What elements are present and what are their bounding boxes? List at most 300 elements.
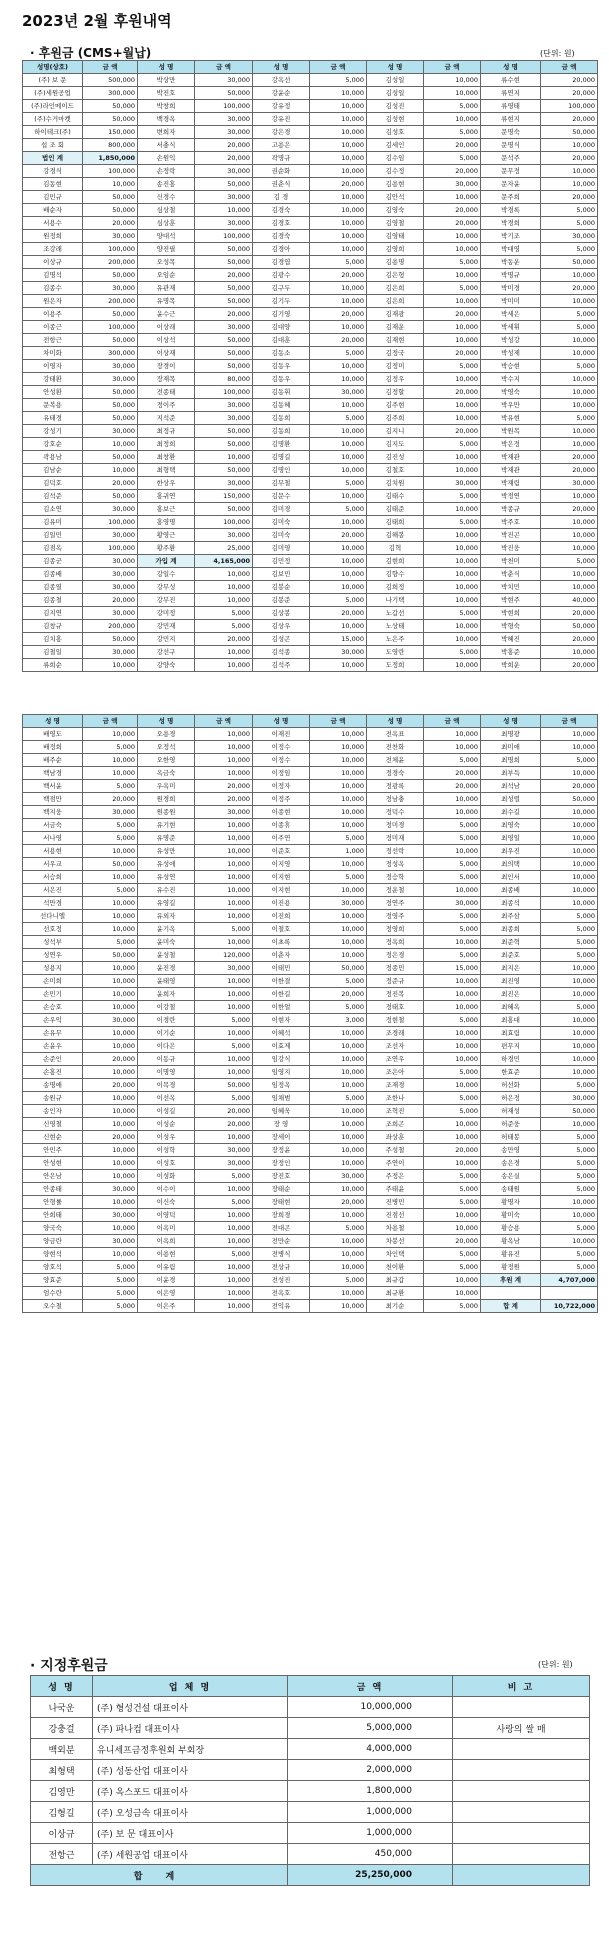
donor-name-cell: 박홍준 [481, 646, 541, 659]
donor-name-cell: 정성옥 [367, 858, 424, 871]
donor-name-cell: 차인택 [367, 1248, 424, 1261]
donor-name-cell: 이상재 [138, 347, 195, 360]
donor-name-cell: 고용은 [253, 139, 310, 152]
donor-name-cell: 최종배 [481, 884, 541, 897]
donor-name-cell: 김영숙 [367, 204, 424, 217]
donor-name-cell: 김대양 [253, 321, 310, 334]
amount-cell: 10,000 [424, 988, 481, 1001]
amount-cell: 5,000 [195, 1092, 253, 1105]
donor-name-cell: 성석부 [23, 936, 83, 949]
amount-cell: 5,000 [424, 438, 481, 451]
table-row [23, 217, 598, 230]
table-row [23, 191, 598, 204]
amount-cell: 10,000 [310, 399, 367, 412]
amount-cell: 20,000 [424, 386, 481, 399]
amount-cell: 10,000 [541, 1118, 598, 1131]
amount-cell: 10,000 [541, 1053, 598, 1066]
amount-cell: 10,000 [424, 845, 481, 858]
donor-name-cell: 김경숙 [253, 204, 310, 217]
donor-name-cell: 김석종 [253, 646, 310, 659]
donor-name-cell: 박상만 [138, 74, 195, 87]
amount-cell: 10,000 [310, 1261, 367, 1274]
donor-name-cell: 박종규 [481, 503, 541, 516]
donor-name-cell: 김용명 [367, 256, 424, 269]
general-heading: · 후원금 (CMS+월납) [30, 46, 152, 60]
donor-name-cell: 신영철 [23, 1118, 83, 1131]
amount-cell: 5,000 [424, 1196, 481, 1209]
table-row [23, 373, 598, 386]
donor-name-cell: 장태현 [253, 1196, 310, 1209]
donor-name-cell: 김남순 [23, 464, 83, 477]
amount-cell: 10,000 [424, 633, 481, 646]
amount-cell: 10,000 [541, 975, 598, 988]
donor-name-cell: 이성학 [138, 1144, 195, 1157]
page-title: 2023년 2월 후원내역 [22, 12, 172, 30]
donor-name-cell: 김성호 [367, 126, 424, 139]
donor-name-cell: 강민재 [138, 620, 195, 633]
amount-cell: 300,000 [83, 347, 138, 360]
amount-cell: 10,000 [83, 1196, 138, 1209]
donor-name-cell: 박진웅 [481, 542, 541, 555]
table-row [23, 884, 598, 897]
amount-cell: 30,000 [83, 529, 138, 542]
amount-cell: 30,000 [195, 74, 253, 87]
donor-name-cell: 원경희 [138, 793, 195, 806]
header-amount: 금 액 [424, 715, 481, 728]
amount-cell: 30,000 [541, 230, 598, 243]
table-row [23, 568, 598, 581]
donor-name-cell: 류연지 [481, 87, 541, 100]
donor-name-cell: 오한영 [138, 754, 195, 767]
amount-cell: 10,000,000 [288, 1697, 453, 1718]
amount-cell: 5,000 [195, 1170, 253, 1183]
donor-name-cell: 박명규 [481, 269, 541, 282]
amount-cell: 10,000 [310, 923, 367, 936]
table-row [23, 1092, 598, 1105]
donor-name-cell: 양대석 [138, 230, 195, 243]
donor-name-cell: (주)라인메이드 [23, 100, 83, 113]
donor-name-cell: 정진복 [367, 988, 424, 1001]
amount-cell: 10,000 [83, 988, 138, 1001]
amount-cell: 10,000 [424, 87, 481, 100]
donor-name-cell: 가입 계 [138, 555, 195, 568]
amount-cell: 10,000 [83, 1248, 138, 1261]
amount-cell: 10,000 [541, 386, 598, 399]
amount-cell: 50,000 [541, 256, 598, 269]
donor-name-cell: 이상석 [138, 334, 195, 347]
amount-cell: 5,000 [310, 74, 367, 87]
donor-name-cell: 김재현 [367, 334, 424, 347]
donor-name-cell: 임정옥 [253, 1079, 310, 1092]
donor-name-cell: 이용현 [138, 1248, 195, 1261]
donor-name-cell: 정이주 [138, 399, 195, 412]
table-row [23, 204, 598, 217]
amount-cell: 10,000 [541, 728, 598, 741]
amount-cell: 4,000,000 [288, 1739, 453, 1760]
amount-cell: 5,000 [424, 256, 481, 269]
table-row [23, 1261, 598, 1274]
donor-name-cell: 조선자 [367, 1040, 424, 1053]
amount-cell: 5,000 [424, 949, 481, 962]
amount-cell: 10,000 [424, 741, 481, 754]
donor-name-cell: 김성현 [367, 113, 424, 126]
amount-cell: 10,000 [310, 451, 367, 464]
donor-name-cell: 안성환 [23, 386, 83, 399]
donor-name-cell: 이초록 [253, 936, 310, 949]
amount-cell: 50,000 [195, 438, 253, 451]
amount-cell: 100,000 [195, 230, 253, 243]
amount-cell: 10,000 [83, 1157, 138, 1170]
donor-name-cell: 김미영 [253, 542, 310, 555]
donor-name-cell: 이명영 [138, 1066, 195, 1079]
company-cell: (주) 파나컴 대표이사 [93, 1718, 288, 1739]
donor-name-cell: 김봉순 [253, 581, 310, 594]
donor-name-cell: 이상래 [138, 321, 195, 334]
amount-cell: 50,000 [195, 347, 253, 360]
donor-name-cell: 정광록 [367, 780, 424, 793]
amount-cell: 10,000 [310, 464, 367, 477]
amount-cell: 10,000 [195, 1261, 253, 1274]
amount-cell: 10,000 [195, 1287, 253, 1300]
header-name: 성 명 [367, 715, 424, 728]
donor-name-cell: 정덕수 [367, 806, 424, 819]
amount-cell: 10,000 [424, 555, 481, 568]
amount-cell: 20,000 [310, 1196, 367, 1209]
donor-name-cell: 문명숙 [481, 126, 541, 139]
table-row [23, 1027, 598, 1040]
amount-cell: 50,000 [195, 243, 253, 256]
amount-cell: 5,000 [424, 490, 481, 503]
amount-cell: 10,000 [310, 1105, 367, 1118]
donor-name-cell: 박현주 [481, 594, 541, 607]
amount-cell: 30,000 [83, 425, 138, 438]
donor-name-cell: 김영철 [367, 217, 424, 230]
table-row [23, 100, 598, 113]
amount-cell: 10,000 [83, 897, 138, 910]
donor-name-cell: 김상우 [253, 620, 310, 633]
donor-name-cell: 배순자 [23, 204, 83, 217]
donor-name-cell: 김미숙 [253, 516, 310, 529]
amount-cell: 50,000 [83, 113, 138, 126]
donor-name-cell: 최정희 [138, 438, 195, 451]
donor-name-cell: 정선락 [367, 845, 424, 858]
table-row [23, 594, 598, 607]
donor-name-cell: 권순화 [253, 165, 310, 178]
note-cell [453, 1739, 590, 1760]
amount-cell: 10,000 [83, 1040, 138, 1053]
table-row [23, 767, 598, 780]
header-name: 성 명 [23, 715, 83, 728]
amount-cell: 30,000 [541, 477, 598, 490]
donor-name-cell: 박성제 [481, 347, 541, 360]
donor-name-cell: 최진은 [481, 988, 541, 1001]
amount-cell: 10,000 [310, 1131, 367, 1144]
amount-cell: 5,000 [310, 477, 367, 490]
table-row [23, 282, 598, 295]
amount-cell: 5,000 [195, 607, 253, 620]
table-row [23, 1014, 598, 1027]
donor-name-cell: 정종민 [367, 962, 424, 975]
donor-name-cell: 김미숙 [253, 529, 310, 542]
donor-name-cell: 강호순 [23, 438, 83, 451]
donor-name-cell: 최규환 [367, 1287, 424, 1300]
company-cell: (주) 보 문 대표이사 [93, 1823, 288, 1844]
donor-name-cell: 오수철 [23, 1300, 83, 1313]
amount-cell: 200,000 [83, 295, 138, 308]
donor-name-cell: 곽명규 [253, 152, 310, 165]
amount-cell: 5,000 [424, 516, 481, 529]
donor-name-cell: 김정우 [367, 373, 424, 386]
donor-name-cell: 박재관 [481, 464, 541, 477]
amount-cell: 1,850,000 [83, 152, 138, 165]
donor-name-cell: 박경희 [481, 217, 541, 230]
donor-name-cell: 강일수 [138, 568, 195, 581]
donor-name-cell: 유명준 [138, 832, 195, 845]
table-row [23, 1274, 598, 1287]
table-row [23, 1001, 598, 1014]
amount-cell: 30,000 [424, 897, 481, 910]
donor-name-cell: 김미경 [253, 503, 310, 516]
donor-name-cell: 정옥희 [367, 936, 424, 949]
donor-name-cell: 정연주 [367, 897, 424, 910]
table-row [23, 819, 598, 832]
amount-cell: 30,000 [195, 126, 253, 139]
amount-cell: 50,000 [195, 425, 253, 438]
amount-cell: 10,000 [541, 897, 598, 910]
donor-name-cell: 백남경 [23, 767, 83, 780]
donor-name-cell: 박기조 [481, 230, 541, 243]
donor-name-cell: 김수정 [367, 165, 424, 178]
donor-name-cell: 이선옥 [138, 1092, 195, 1105]
table-row [23, 347, 598, 360]
donor-name-cell: 백지웅 [23, 806, 83, 819]
donor-name-cell: 김재광 [367, 308, 424, 321]
amount-cell: 10,000 [83, 1118, 138, 1131]
amount-cell: 10,000 [310, 542, 367, 555]
donor-name-cell: 허태봉 [481, 1131, 541, 1144]
amount-cell: 20,000 [541, 780, 598, 793]
amount-cell: 10,000 [83, 464, 138, 477]
donor-name-cell: 양국숙 [23, 1222, 83, 1235]
donor-name-cell: 정승학 [367, 871, 424, 884]
donor-name-cell: 좌상훈 [367, 1131, 424, 1144]
amount-cell: 10,000 [310, 152, 367, 165]
donor-name-cell: 장 영 [253, 1118, 310, 1131]
amount-cell: 5,000 [424, 1170, 481, 1183]
table-row [23, 607, 598, 620]
donor-name-cell: 전체윤 [367, 754, 424, 767]
amount-cell: 4,165,000 [195, 555, 253, 568]
donor-name-cell: 박경록 [481, 204, 541, 217]
amount-cell: 50,000 [83, 269, 138, 282]
donor-name-cell: 김태준 [367, 503, 424, 516]
amount-cell: 20,000 [83, 793, 138, 806]
amount-cell: 10,000 [310, 936, 367, 949]
total-amount: 25,250,000 [288, 1865, 453, 1886]
donor-name-cell: 손승호 [23, 1001, 83, 1014]
amount-cell: 10,000 [541, 819, 598, 832]
donor-name-cell: 송은실 [481, 1170, 541, 1183]
donor-name-cell: 오정석 [138, 741, 195, 754]
amount-cell: 20,000 [310, 334, 367, 347]
donor-name-cell: 류희순 [23, 659, 83, 672]
amount-cell: 10,000 [424, 295, 481, 308]
amount-cell: 10,000 [424, 1157, 481, 1170]
header-amount: 금 액 [541, 715, 598, 728]
donor-name-cell: 이종현 [253, 806, 310, 819]
amount-cell: 5,000 [541, 910, 598, 923]
amount-cell: 5,000 [83, 780, 138, 793]
table-row [23, 975, 598, 988]
donor-name-cell: 정은경 [367, 949, 424, 962]
amount-cell: 30,000 [195, 165, 253, 178]
amount-cell: 10,000 [83, 767, 138, 780]
amount-cell: 5,000 [310, 1222, 367, 1235]
table-row [23, 581, 598, 594]
donor-name-cell: 김형길 [31, 1802, 93, 1823]
donor-name-cell: 이지현 [253, 871, 310, 884]
amount-cell: 10,000 [424, 113, 481, 126]
donor-name-cell: 진병민 [367, 1196, 424, 1209]
donor-name-cell: 최정규 [138, 425, 195, 438]
donor-name-cell: 엄수란 [23, 1287, 83, 1300]
amount-cell: 50,000 [195, 1079, 253, 1092]
amount-cell: 10,000 [424, 373, 481, 386]
amount-cell: 10,000 [310, 555, 367, 568]
donor-name-cell: 문자윤 [481, 178, 541, 191]
donor-name-cell: 김태희 [367, 516, 424, 529]
amount-cell: 10,000 [424, 191, 481, 204]
donor-name-cell: 김해봉 [367, 529, 424, 542]
amount-cell: 300,000 [83, 87, 138, 100]
donor-name-cell: 박은정 [481, 438, 541, 451]
amount-cell: 10,000 [310, 780, 367, 793]
donor-name-cell: 장경이 [138, 360, 195, 373]
donor-name-cell: 김주희 [367, 412, 424, 425]
donor-name-cell: 손윤우 [23, 1040, 83, 1053]
note-cell [453, 1823, 590, 1844]
donor-name-cell: 이옥희 [138, 1235, 195, 1248]
donor-name-cell: 전항근 [23, 334, 83, 347]
donor-name-cell: 이정수 [253, 741, 310, 754]
donor-name-cell: 한상우 [138, 477, 195, 490]
amount-cell: 30,000 [195, 1157, 253, 1170]
amount-cell: 10,000 [424, 1001, 481, 1014]
donor-name-cell: 유성애 [138, 858, 195, 871]
amount-cell: 30,000 [83, 1209, 138, 1222]
donor-name-cell: 최의택 [481, 858, 541, 871]
table-row [23, 741, 598, 754]
amount-cell: 30,000 [195, 529, 253, 542]
amount-cell: 20,000 [83, 1053, 138, 1066]
donor-name-cell: 이지영 [253, 858, 310, 871]
donor-name-cell: 문석주 [481, 152, 541, 165]
amount-cell: 10,000 [424, 1131, 481, 1144]
donor-name-cell: 전만순 [253, 1235, 310, 1248]
table-row [23, 1235, 598, 1248]
donor-name-cell: 안형률 [23, 1196, 83, 1209]
note-cell [453, 1760, 590, 1781]
donor-name-cell: 김종군 [23, 555, 83, 568]
header-amount: 금 액 [541, 61, 598, 74]
amount-cell: 20,000 [424, 767, 481, 780]
donor-name-cell: 곽용남 [23, 451, 83, 464]
amount-cell: 5,000 [83, 819, 138, 832]
amount-cell: 5,000 [83, 884, 138, 897]
donor-name-cell: 강유진 [253, 113, 310, 126]
amount-cell: 10,000 [541, 295, 598, 308]
amount-cell: 10,000 [424, 412, 481, 425]
amount-cell: 10,000 [83, 728, 138, 741]
amount-cell: 50,000 [195, 178, 253, 191]
amount-cell: 50,000 [195, 360, 253, 373]
donor-name-cell: 윤태영 [138, 975, 195, 988]
amount-cell: 10,000 [195, 741, 253, 754]
amount-cell: 10,000 [195, 1001, 253, 1014]
donor-name-cell: 김종철 [23, 594, 83, 607]
donor-name-cell: 정현철 [367, 1014, 424, 1027]
donor-name-cell: 심상훈 [138, 217, 195, 230]
amount-cell: 800,000 [83, 139, 138, 152]
amount-cell: 500,000 [83, 74, 138, 87]
amount-cell: 5,000 [195, 923, 253, 936]
amount-cell: 20,000 [83, 477, 138, 490]
table-row [23, 1248, 598, 1261]
amount-cell: 5,000 [541, 1157, 598, 1170]
company-cell: (주) 옥스포드 대표이사 [93, 1781, 288, 1802]
header-name: 성 명 [138, 61, 195, 74]
donor-name-cell: 최혜옥 [481, 1001, 541, 1014]
amount-cell: 5,000 [424, 1300, 481, 1313]
amount-cell: 10,000 [195, 767, 253, 780]
amount-cell: 20,000 [541, 607, 598, 620]
amount-cell: 20,000 [424, 217, 481, 230]
donor-name-cell: 이효제 [253, 1040, 310, 1053]
table-row [23, 949, 598, 962]
amount-cell: 10,000 [310, 728, 367, 741]
donor-name-cell: 유영길 [138, 897, 195, 910]
donor-name-cell: 장진호 [253, 1170, 310, 1183]
amount-cell: 10,000 [195, 936, 253, 949]
donor-name-cell: 전병식 [253, 1248, 310, 1261]
donor-name-cell: 최창환 [138, 451, 195, 464]
amount-cell: 10,000 [83, 438, 138, 451]
amount-cell: 50,000 [195, 87, 253, 100]
amount-cell: 10,000 [195, 871, 253, 884]
amount-cell: 10,000 [83, 962, 138, 975]
donor-name-cell: 유성연 [138, 871, 195, 884]
donor-name-cell: 유관재 [138, 282, 195, 295]
note-cell [453, 1844, 590, 1865]
donor-name-cell: 차용철 [367, 1222, 424, 1235]
amount-cell: 10,000 [541, 542, 598, 555]
amount-cell: 5,000 [310, 871, 367, 884]
amount-cell: 5,000 [83, 832, 138, 845]
donor-name-cell: 신현순 [23, 1131, 83, 1144]
donor-name-cell: 김유미 [23, 516, 83, 529]
table-row [23, 858, 598, 871]
amount-cell: 10,000 [195, 728, 253, 741]
donor-name-cell: 이한결 [253, 975, 310, 988]
donor-name-cell: 정미재 [367, 832, 424, 845]
donor-name-cell: 장태순 [253, 1183, 310, 1196]
donor-name-cell: 김경호 [253, 217, 310, 230]
donor-name-cell: 천이환 [367, 1261, 424, 1274]
donor-name-cell: 우옥미 [138, 780, 195, 793]
donor-name-cell: 이진용 [253, 897, 310, 910]
donor-name-cell: 이준호 [253, 845, 310, 858]
amount-cell: 10,000 [310, 581, 367, 594]
